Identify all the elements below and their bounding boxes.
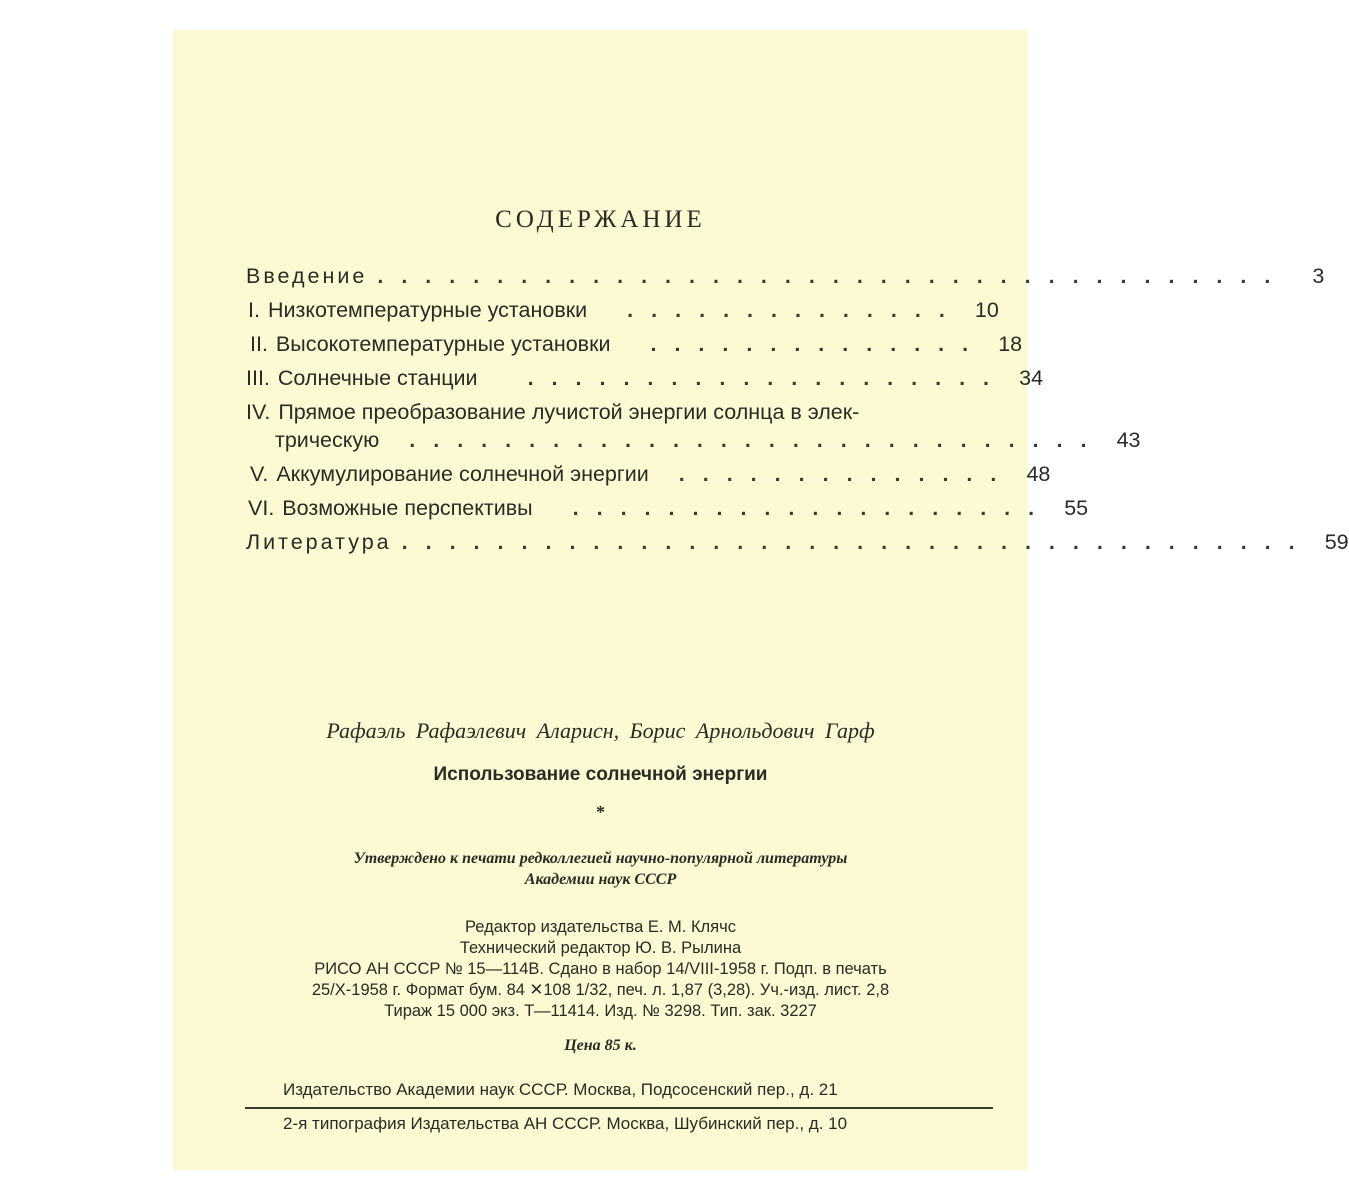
toc-entry-1 (248, 298, 999, 328)
toc-entry-page: 43 (1116, 428, 1141, 452)
editor-line: Редактор издательства Е. М. Клячс (465, 918, 736, 936)
toc-entry-number: I. (248, 298, 260, 322)
toc-entry-page: 55 (1064, 496, 1089, 520)
toc-leader-dots: ...................................... (377, 264, 1289, 288)
toc-entry-title: Низкотемпературные установки (267, 298, 588, 322)
format-line: 25/X-1958 г. Формат бум. 84 ✕108 1/32, печ. л. 1,87 (3,28). Уч.-изд. лист. 2,8 (311, 981, 890, 999)
toc-entry-number: VI. (248, 496, 275, 520)
printer-line: 2-я типография Издательства АН СССР. Москва, Шубинский пер., д. 10 (283, 1114, 848, 1133)
toc-entry-page: 18 (998, 332, 1023, 356)
price: Цена 85 к. (564, 1037, 637, 1054)
toc-entry-title: Аккумулирование солнечной энергии (276, 462, 649, 486)
approval-line: Утверждено к печати редколлегией научно-популярной литературы (353, 850, 848, 867)
toc-entry-page: 10 (974, 298, 999, 322)
toc-entry-title-continuation: трическую (275, 428, 380, 452)
toc-entry-number: IV. (246, 400, 271, 424)
toc-entry-title: Литература (246, 530, 392, 554)
toc-leader-dots: .................... (572, 496, 1053, 520)
riso-line: РИСО АН СССР № 15—114В. Сдано в набор 14/VIII-1958 г. Подп. в печать (314, 960, 887, 978)
print-run-line: Тираж 15 000 экз. Т—11414. Изд. № 3298. Тип. зак. 3227 (384, 1002, 817, 1020)
imprint-block (173, 917, 1028, 1022)
toc-leader-dots: .............. (678, 462, 1015, 486)
toc-entry-introduction (246, 264, 1325, 294)
book-authors: Рафаэль Рафаэлевич Аларисн, Борис Арнольдович Гарф (326, 718, 875, 743)
toc-entry-title: Солнечные станции (277, 366, 478, 390)
toc-entry-page: 59 (1324, 530, 1349, 554)
toc-leader-dots: ............................. (409, 428, 1105, 452)
toc-entry-page: 3 (1312, 264, 1325, 288)
toc-entry-5 (250, 462, 1051, 492)
toc-entry-3 (246, 366, 1044, 396)
contents-heading: СОДЕРЖАНИЕ (495, 206, 706, 233)
toc-leader-dots: .............. (627, 298, 963, 322)
toc-entry-title: Прямое преобразование лучистой энергии солнца в элек- (278, 400, 860, 424)
book-page (173, 30, 1349, 1170)
approval-note (173, 848, 1028, 890)
divider-rule (245, 1107, 993, 1109)
toc-entry-number: II. (250, 332, 268, 356)
toc-entry-title: Возможные перспективы (282, 496, 533, 520)
toc-entry-title: Высокотемпературные установки (275, 332, 611, 356)
toc-entry-4 (246, 400, 971, 430)
publisher-line: Издательство Академии наук СССР. Москва, Подсосенский пер., д. 21 (283, 1080, 838, 1099)
separator-asterisk: * (596, 802, 605, 822)
toc-entry-number: V. (250, 462, 269, 486)
book-title: Использование солнечной энергии (433, 764, 768, 785)
toc-entry-literature (246, 530, 1349, 560)
toc-leader-dots: .................... (527, 366, 1008, 390)
toc-entry-title: Введение (246, 264, 368, 288)
toc-entry-2 (250, 332, 1023, 362)
toc-entry-page: 34 (1019, 366, 1044, 390)
tech-editor-line: Технический редактор Ю. В. Рылина (459, 939, 742, 957)
toc-entry-6 (248, 496, 1089, 526)
toc-entry-4-continuation (275, 428, 1141, 458)
approval-line: Академии наук СССР (524, 871, 677, 888)
toc-leader-dots: .............. (650, 332, 987, 356)
toc-leader-dots: ...................................... (401, 530, 1313, 554)
toc-entry-page: 48 (1026, 462, 1051, 486)
toc-entry-number: III. (246, 366, 270, 390)
